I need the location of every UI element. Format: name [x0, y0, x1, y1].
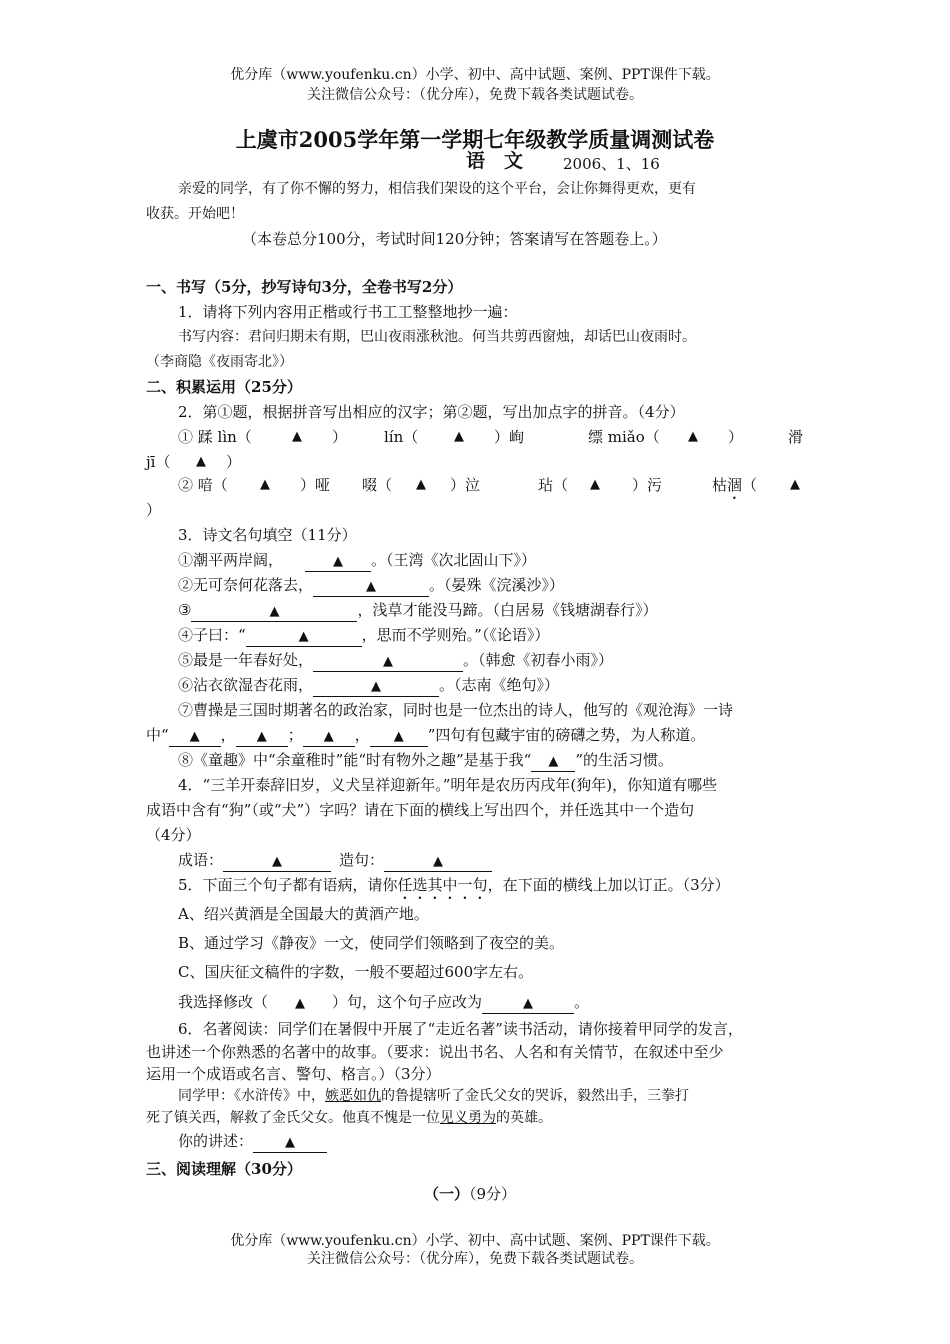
answer-marker: ▲	[590, 477, 600, 492]
answer-marker: ▲	[454, 429, 464, 444]
answer-blank: ▲	[531, 751, 575, 772]
dotted-phrase: 任选其中一句	[397, 876, 488, 894]
answer-marker: ▲	[790, 477, 800, 492]
answer-marker: ▲	[416, 477, 426, 492]
q2-1-c: 缥 miǎo（	[588, 428, 660, 446]
header-line-2: 关注微信公众号：（优分库），免费下载各类试题试卷。	[307, 87, 643, 103]
answer-blank: ▲	[305, 551, 371, 572]
answer-marker: ▲	[196, 454, 206, 469]
answer-marker: ▲	[292, 429, 302, 444]
q2-2-c: 玷（	[538, 476, 569, 494]
exam-title: 上虞市2005学年第一学期七年级教学质量调测试卷	[235, 127, 715, 152]
q6-example-line-2: 死了镇关西，解救了金氏父女。他真不愧是一位见义勇为的英雄。	[146, 1110, 552, 1126]
q3-3: ③ ▲ ，浅草才能没马蹄。（白居易《钱塘湖春行》）	[178, 599, 657, 622]
q3-6: ⑥沾衣欲湿杏花雨， ▲ 。（志南《绝句》）	[178, 674, 559, 697]
answer-blank: ▲	[246, 626, 362, 647]
dotted-char: 涸	[727, 476, 743, 494]
q2-text: 2．第①题，根据拼音写出相应的汉字；第②题，写出加点字的拼音。（4分）	[178, 403, 685, 421]
section-2-heading: 二、积累运用（25分）	[146, 378, 302, 396]
footer-line-2: 关注微信公众号：（优分库），免费下载各类试题试卷。	[307, 1251, 643, 1267]
q2-1-a: ① 蹂 lìn（	[178, 428, 252, 446]
q3-4: ④子曰：“ ▲ ，思而不学则殆。”（《论语》）	[178, 624, 549, 647]
q2-1-d-close: ）	[226, 453, 242, 471]
q4-line-3: （4分）	[146, 826, 201, 844]
q1-content-line-1: 书写内容：君问归期未有期，巴山夜雨涨秋池。何当共剪西窗烛，却话巴山夜雨时。	[178, 329, 696, 345]
q4-line-2: 成语中含有“狗”（或“犬”）字吗？请在下面的横线上写出四个，并任选其中一个造句	[146, 801, 695, 819]
q2-2-d-close: ）	[146, 501, 162, 519]
q4-answers: 成语： ▲ 造句： ▲	[178, 849, 492, 872]
intro-note: （本卷总分100分，考试时间120分钟；答案请写在答题卷上。）	[242, 230, 667, 248]
answer-blank: ▲	[223, 851, 331, 872]
answer-blank: ▲	[313, 651, 463, 672]
q5-option-b: B、通过学习《静夜》一文，使同学们领略到了夜空的美。	[178, 934, 565, 952]
q2-2-b: 啜（	[362, 476, 393, 494]
subject-name: 语 文	[466, 150, 524, 172]
answer-blank: ▲	[303, 726, 355, 747]
answer-blank: ▲	[236, 726, 288, 747]
q6-line-3: 运用一个成语或名言、警句、格言。）（3分）	[146, 1065, 441, 1083]
answer-blank: ▲	[191, 601, 357, 622]
answer-blank: ▲	[482, 993, 574, 1014]
q3-8: ⑧《童趣》中“余童稚时”能“时有物外之趣”是基于我“ ▲ ”的生活习惯。	[178, 749, 673, 772]
q2-2-a: ② 喑（	[178, 476, 228, 494]
intro-line-2: 收获。开始吧！	[146, 206, 244, 222]
q5-choose: 我选择修改（ ▲ ）句，这个句子应改为 ▲ 。	[178, 991, 589, 1015]
q6-line-1: 6．名著阅读：同学们在暑假中开展了“走近名著”读书活动，请你接着甲同学的发言，	[178, 1020, 743, 1038]
q3-7-line-2: 中“ ▲ ， ▲ ； ▲ ， ▲ ”四句有包藏宇宙的磅礴之势，为人称道。	[146, 724, 705, 747]
q3-1: ①潮平两岸阔， ▲ 。（王湾《次北固山下》）	[178, 549, 536, 572]
answer-blank: ▲	[169, 726, 221, 747]
q1-text: 1．请将下列内容用正楷或行书工工整整地抄一遍：	[178, 303, 518, 321]
q3-5: ⑤最是一年春好处， ▲ 。（韩愈《初春小雨》）	[178, 649, 613, 672]
q5-text: 5．下面三个句子都有语病，请你任选其中一句，在下面的横线上加以订正。（3分）	[178, 876, 730, 894]
answer-marker: ▲	[688, 429, 698, 444]
q5-option-c: C、国庆征文稿件的字数，一般不要超过600字左右。	[178, 963, 534, 981]
footer-line-1: 优分库（www.youfenku.cn）小学、初中、高中试题、案例、PPT课件下载。	[230, 1233, 720, 1249]
q3-text: 3．诗文名句填空（11分）	[178, 526, 357, 544]
q1-content-line-2: （李商隐《夜雨寄北》）	[146, 354, 293, 370]
q6-example-line-1: 同学甲：《水浒传》中，嫉恶如仇的鲁提辖听了金氏父女的哭诉，毅然出手，三拳打	[178, 1088, 689, 1104]
q2-1-b-tail: ）峋	[494, 428, 525, 446]
q3-7-line-1: ⑦曹操是三国时期著名的政治家，同时也是一位杰出的诗人，他写的《观沧海》一诗	[178, 701, 734, 719]
answer-blank: ▲	[370, 726, 428, 747]
q2-1-d2: jī（	[146, 453, 171, 471]
q2-1-c-close: ）	[728, 428, 744, 446]
answer-blank: ▲	[313, 676, 439, 697]
q2-1-b: lín（	[384, 428, 419, 446]
section-1-heading: 一、书写（5分，抄写诗句3分，全卷书写2分）	[146, 278, 463, 296]
q6-line-2: 也讲述一个你熟悉的名著中的故事。（要求：说出书名、人名和有关情节，在叙述中至少	[146, 1043, 724, 1061]
answer-marker: ▲	[260, 477, 270, 492]
q2-1-d: 滑	[788, 428, 804, 446]
answer-marker: ▲	[295, 996, 306, 1011]
section-3-sub-heading: （一）（9分）	[424, 1185, 517, 1203]
q3-2: ②无可奈何花落去， ▲ 。（晏殊《浣溪沙》）	[178, 574, 564, 597]
q2-2-a-tail: ）哑	[300, 476, 331, 494]
section-3-heading: 三、阅读理解（30分）	[146, 1160, 302, 1178]
answer-blank: ▲	[313, 576, 429, 597]
q4-line-1: 4．“三羊开泰辞旧岁，义犬呈祥迎新年。”明年是农历丙戌年(狗年)，你知道有哪些	[178, 776, 718, 794]
q2-1-a-close: ）	[332, 428, 348, 446]
intro-line-1: 亲爱的同学，有了你不懈的努力，相信我们架设的这个平台，会让你舞得更欢，更有	[178, 181, 696, 197]
q2-2-b-tail: ）泣	[450, 476, 481, 494]
answer-blank: ▲	[253, 1132, 327, 1153]
q5-option-a: A、绍兴黄酒是全国最大的黄酒产地。	[178, 905, 429, 923]
header-line-1: 优分库（www.youfenku.cn）小学、初中、高中试题、案例、PPT课件下载。	[230, 67, 720, 83]
q6-yours: 你的讲述： ▲	[178, 1130, 327, 1153]
q2-2-c-tail: ）污	[632, 476, 663, 494]
answer-blank: ▲	[384, 851, 492, 872]
q2-2-d: 枯涸（	[712, 476, 758, 494]
exam-date: 2006、1、16	[563, 155, 660, 173]
